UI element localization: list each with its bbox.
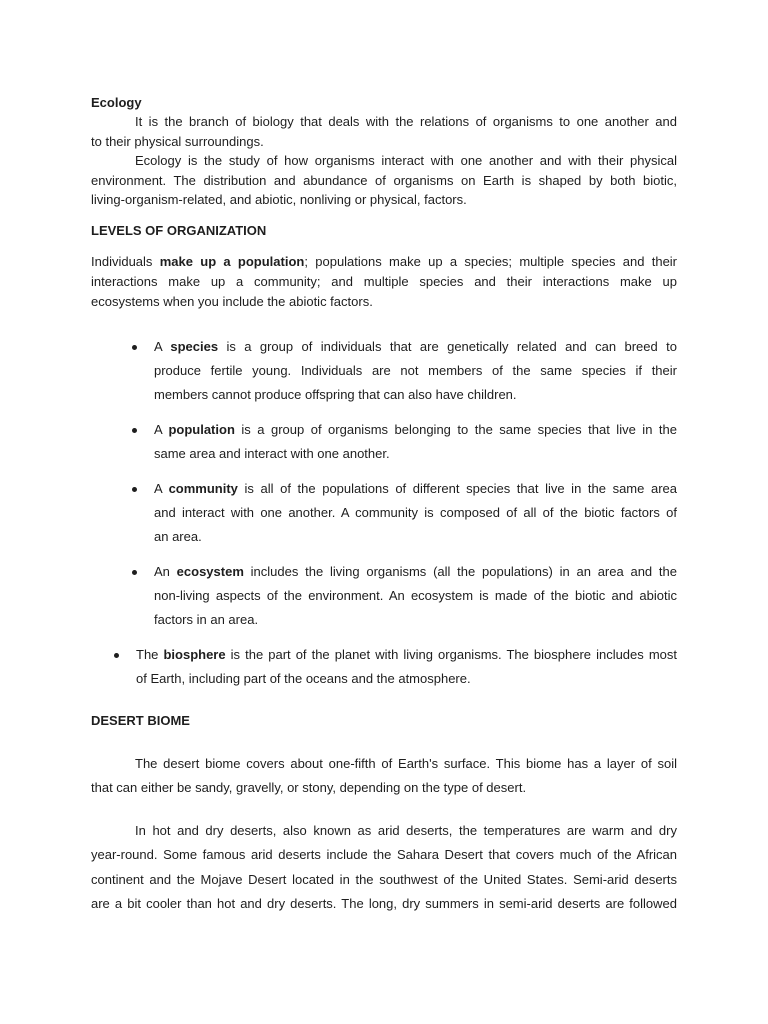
text-line [154, 477, 677, 501]
text-line [91, 892, 677, 916]
text-line [154, 442, 677, 466]
list-item-species [91, 335, 677, 407]
text-line [91, 272, 677, 292]
text-run: members cannot produce offspring that can also have children. [154, 387, 517, 402]
text-run: continent and the Mojave Desert located in the southwest of the United States. Semi-arid deserts [91, 871, 677, 887]
bold-term: community [168, 481, 238, 496]
ecology-body [91, 112, 677, 210]
text-line [136, 667, 677, 691]
text-run: is a group of individuals that are genetically related and can breed to [218, 339, 677, 354]
desert-paragraph-arid [91, 819, 677, 917]
text-line [154, 560, 677, 584]
text-run: same area and interact with one another. [154, 446, 390, 461]
ecology-heading: Ecology [91, 95, 142, 110]
text-run: A [154, 481, 169, 496]
bold-term: species [170, 339, 219, 354]
bullet-icon [132, 570, 137, 575]
text-run: that can either be sandy, gravelly, or stony, depending on the type of desert. [91, 780, 527, 795]
text-run: includes the living organisms (all the populations) in an area and the [243, 564, 678, 579]
text-run: is a group of organisms belonging to the same species that live in the [234, 422, 677, 437]
bold-term: make up a population [159, 254, 305, 269]
text-line [154, 584, 677, 608]
list-item-population [91, 418, 677, 466]
bold-term: biosphere [163, 647, 226, 662]
text-run: are a bit cooler than hot and dry deserts. The long, dry summers in semi-arid deserts are followed [91, 896, 677, 912]
list-item-text [154, 418, 677, 466]
bullet-icon [132, 487, 137, 492]
levels-of-organization-heading: LEVELS OF ORGANIZATION [91, 223, 267, 238]
text-run: Individuals [91, 254, 160, 269]
text-run: Ecology is the study of how organisms interact with one another and with their physical [135, 153, 677, 168]
text-run: interactions make up a community; and multiple species and their interactions make up [91, 274, 677, 289]
text-run: of Earth, including part of the oceans and the atmosphere. [136, 671, 471, 686]
bold-term: ecosystem [176, 564, 244, 579]
text-line [136, 643, 677, 667]
text-run: The desert biome covers about one-fifth of Earth's surface. This biome has a layer of soil [135, 756, 677, 771]
text-line [91, 190, 677, 210]
list-item-text [154, 560, 677, 632]
text-run: The [136, 647, 164, 662]
text-run: an area. [154, 529, 202, 544]
text-line [154, 608, 677, 632]
list-item-text [136, 643, 677, 691]
ecology-paragraph-definition [91, 112, 677, 151]
levels-intro-paragraph [91, 252, 677, 312]
text-run: is all of the populations of different species that live in the same area [237, 481, 677, 496]
desert-paragraph-soil [91, 752, 677, 800]
text-line [91, 151, 677, 171]
text-line [91, 868, 677, 892]
text-line [91, 252, 677, 272]
text-line [91, 292, 677, 312]
text-line [154, 383, 677, 407]
ecology-paragraph-study [91, 151, 677, 210]
text-line [91, 132, 677, 152]
text-run: non-living aspects of the environment. An ecosystem is made of the biotic and abiotic [154, 588, 677, 603]
text-run: to their physical surroundings. [91, 133, 264, 149]
bold-term: population [168, 422, 235, 437]
text-run: produce fertile young. Individuals are not members of the same species if their [154, 363, 677, 378]
list-item-text [154, 477, 677, 549]
text-run: factors in an area. [154, 612, 259, 627]
text-run: ecosystems when you include the abiotic factors. [91, 294, 373, 309]
bullet-icon [132, 428, 137, 433]
text-run: A [154, 339, 171, 354]
list-item-biosphere [91, 643, 677, 691]
text-run: A [154, 422, 169, 437]
text-run: In hot and dry deserts, also known as arid deserts, the temperatures are warm and dry [135, 823, 677, 838]
bullet-icon [132, 345, 137, 350]
text-line [154, 359, 677, 383]
text-line [154, 335, 677, 359]
text-run: ; populations make up a species; multiple species and their [304, 254, 678, 269]
text-line [91, 819, 677, 843]
text-line [91, 776, 677, 800]
list-item-community [91, 477, 677, 549]
text-line [154, 525, 677, 549]
text-line [91, 843, 677, 867]
levels-list [91, 335, 677, 702]
text-run: An [154, 564, 177, 579]
text-run: It is the branch of biology that deals with the relations of organisms to one another and [135, 114, 677, 129]
text-run: year-round. Some famous arid deserts include the Sahara Desert that covers much of the African [91, 847, 677, 863]
text-run: is the part of the planet with living organisms. The biosphere includes most [225, 647, 677, 662]
text-line [154, 418, 677, 442]
text-line [91, 752, 677, 776]
text-run: environment. The distribution and abundance of organisms on Earth is shaped by both biotic, [91, 172, 677, 188]
text-run: living-organism-related, and abiotic, nonliving or physical, factors. [91, 192, 467, 207]
list-item-ecosystem [91, 560, 677, 632]
list-item-text [154, 335, 677, 407]
text-run: and interact with one another. A community is composed of all of the biotic factors of [154, 505, 677, 520]
desert-biome-heading: DESERT BIOME [91, 713, 190, 728]
bullet-icon [114, 653, 119, 658]
text-line [91, 171, 677, 191]
text-line [154, 501, 677, 525]
text-line [91, 112, 677, 132]
